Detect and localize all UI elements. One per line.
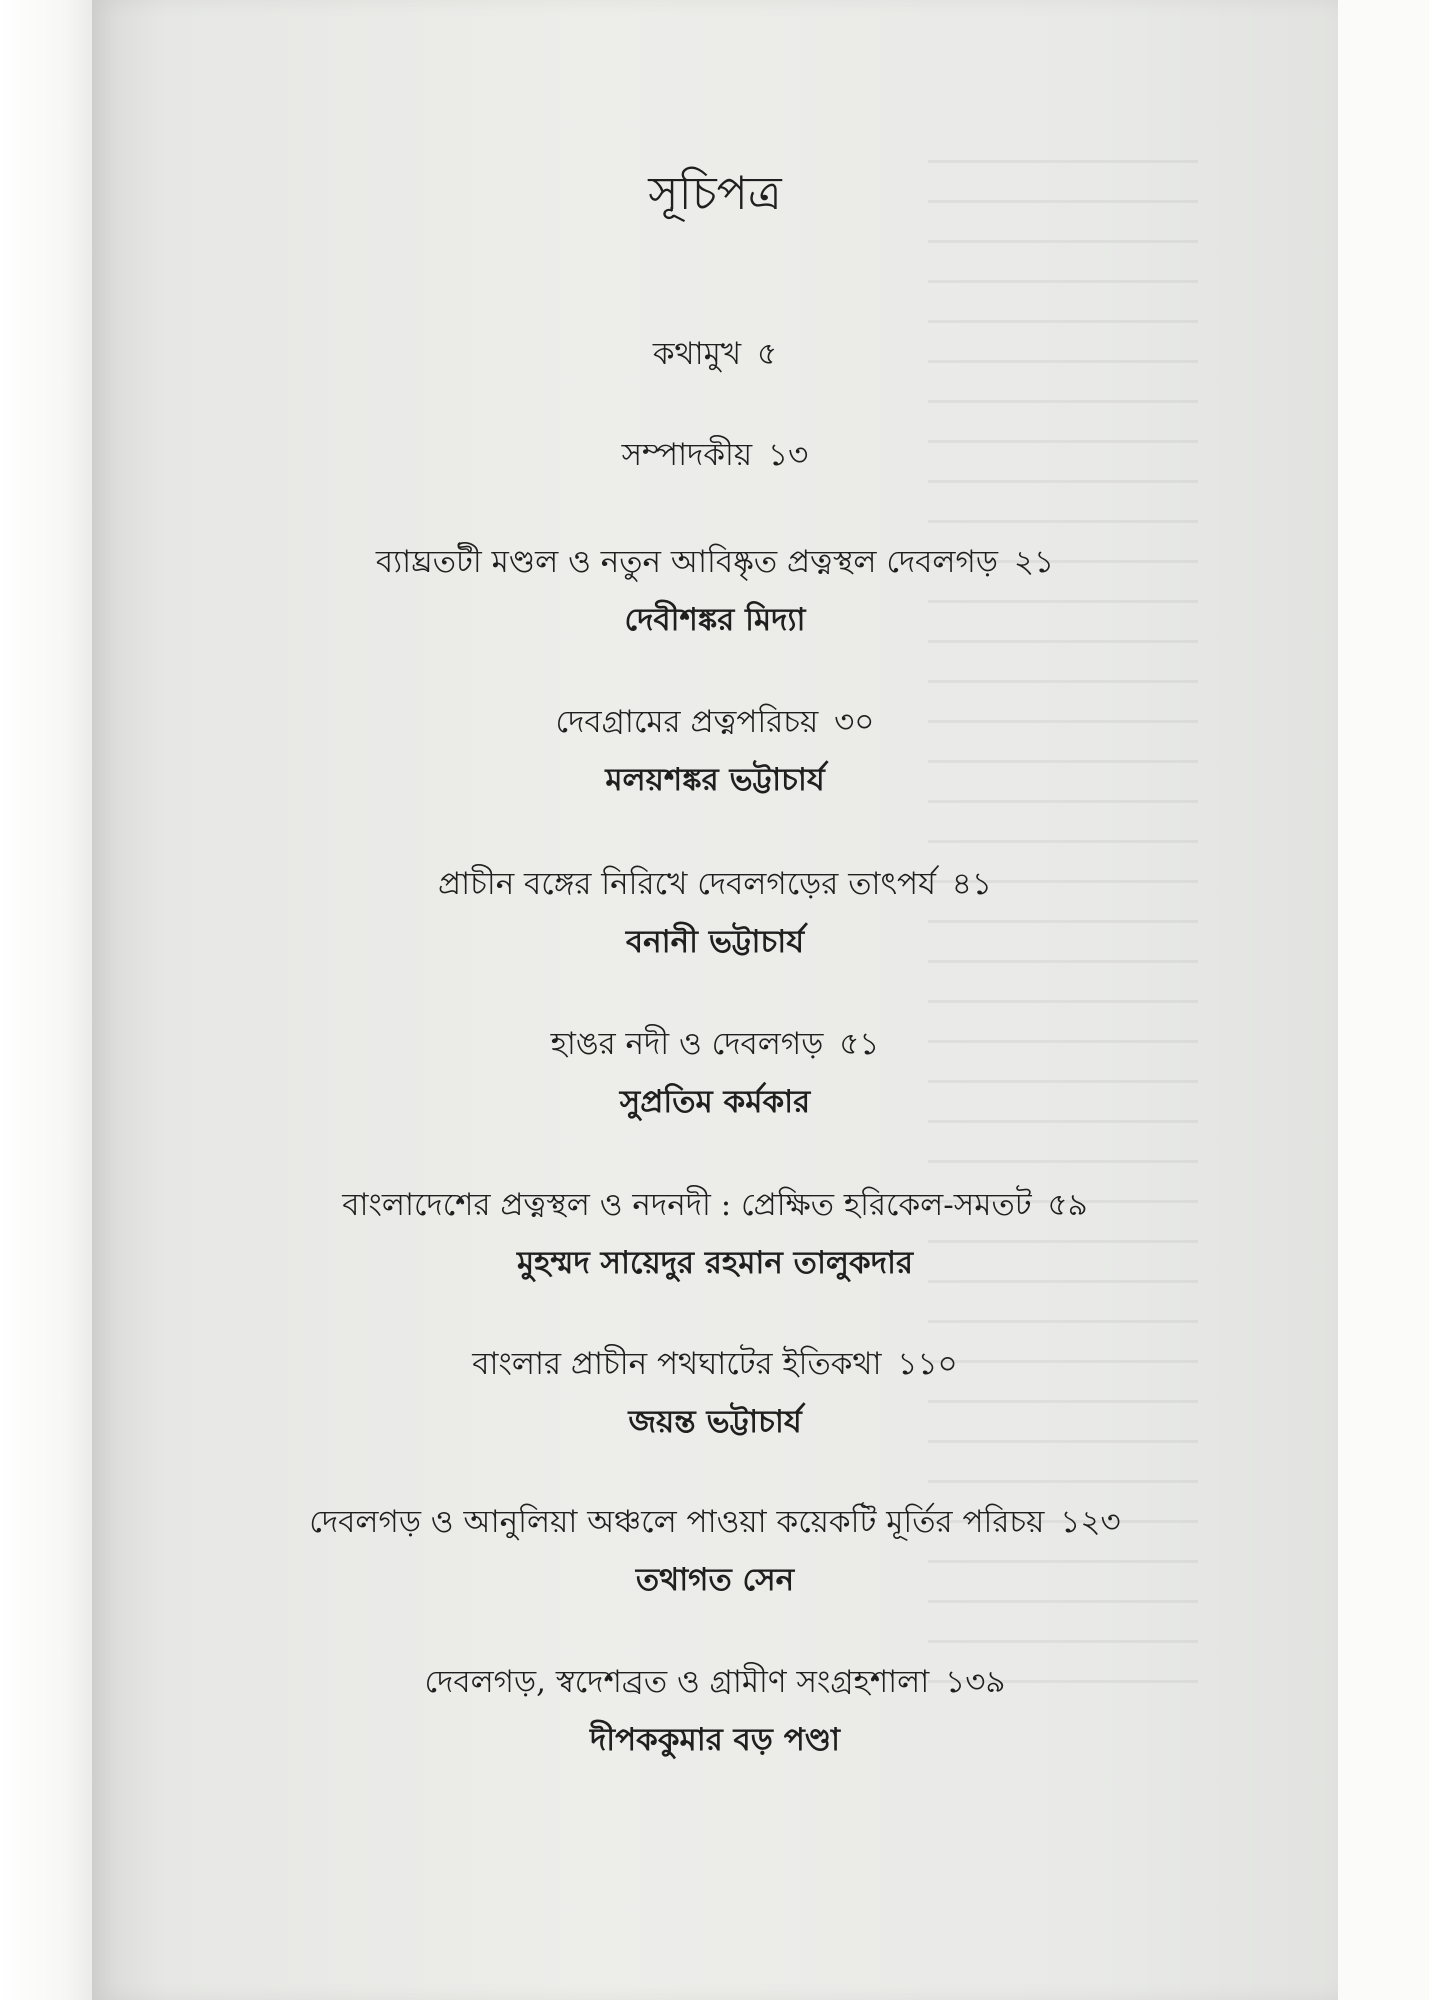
entry-author: তথাগত সেন	[635, 1562, 795, 1598]
entry-title-line	[92, 862, 1338, 906]
entry-title: দেবলগড় ও আনুলিয়া অঞ্চলে পাওয়া কয়েকটি মূর্তির পরিচয়	[309, 1504, 1045, 1540]
entry-page-number: ৫৯	[1047, 1187, 1088, 1223]
toc-entry	[92, 1342, 1338, 1444]
entry-title: কথামুখ	[652, 336, 742, 372]
table-of-contents	[92, 0, 1338, 2000]
entry-title: দেবগ্রামের প্রত্নপরিচয়	[555, 704, 819, 740]
entry-page-number: ২১	[1013, 544, 1055, 580]
entry-page-number: ৫	[757, 336, 778, 372]
entry-page-number: ১২৩	[1060, 1504, 1121, 1540]
entry-title-line	[92, 1183, 1338, 1227]
entry-title-line	[92, 540, 1338, 584]
toc-entry	[92, 862, 1338, 964]
entry-page-number: ১১০	[897, 1346, 958, 1382]
entry-author: দীপককুমার বড় পণ্ডা	[589, 1722, 841, 1758]
entry-author: মুহম্মদ সায়েদুর রহমান তালুকদার	[516, 1245, 914, 1281]
entry-page-number: ১৩	[768, 437, 809, 473]
entry-title: দেবলগড়, স্বদেশব্রত ও গ্রামীণ সংগ্রহশালা	[424, 1664, 930, 1700]
entry-author: মলয়শঙ্কর ভট্টাচার্য	[605, 762, 825, 798]
entry-page-number: ৫১	[839, 1026, 880, 1062]
entry-title-line	[92, 700, 1338, 744]
entry-title: হাঙর নদী ও দেবলগড়	[550, 1026, 824, 1062]
entry-title-line	[92, 1660, 1338, 1704]
entry-author: জয়ন্ত ভট্টাচার্য	[628, 1404, 802, 1440]
book-spine-edge	[0, 0, 92, 2000]
toc-entry	[92, 540, 1338, 642]
entry-title-line	[92, 1500, 1338, 1544]
toc-heading: সূচিপত্র	[648, 166, 782, 220]
entry-author: বনানী ভট্টাচার্য	[625, 924, 805, 960]
toc-entry	[92, 1500, 1338, 1602]
toc-entry	[92, 1183, 1338, 1285]
entry-title: বাংলাদেশের প্রত্নস্থল ও নদনদী : প্রেক্ষিত হরিকেল-সমতট	[342, 1187, 1032, 1223]
entry-page-number: ৩০	[834, 704, 875, 740]
entry-title-line	[92, 1342, 1338, 1386]
entry-author: দেবীশঙ্কর মিদ্যা	[624, 602, 806, 638]
entry-page-number: ১৩৯	[945, 1664, 1006, 1700]
entry-title: প্রাচীন বঙ্গের নিরিখে দেবলগড়ের তাৎপর্য	[437, 866, 936, 902]
entry-title-line	[92, 332, 1338, 376]
toc-entry	[92, 700, 1338, 802]
entry-title: সম্পাদকীয়	[621, 437, 753, 473]
toc-entry	[92, 1660, 1338, 1762]
entry-title: ব্যাঘ্রতটী মণ্ডল ও নতুন আবিষ্কৃত প্রত্নস্থল দেবলগড়	[375, 544, 998, 580]
toc-entry	[92, 433, 1338, 477]
entry-author: সুপ্রতিম কর্মকার	[619, 1084, 811, 1120]
entry-title: বাংলার প্রাচীন পথঘাটের ইতিকথা	[472, 1346, 882, 1382]
entry-page-number: ৪১	[951, 866, 993, 902]
toc-entry	[92, 332, 1338, 376]
toc-entry	[92, 1022, 1338, 1124]
entry-title-line	[92, 433, 1338, 477]
book-page	[92, 0, 1338, 2000]
entry-title-line	[92, 1022, 1338, 1066]
background-edge	[1338, 0, 1429, 2000]
